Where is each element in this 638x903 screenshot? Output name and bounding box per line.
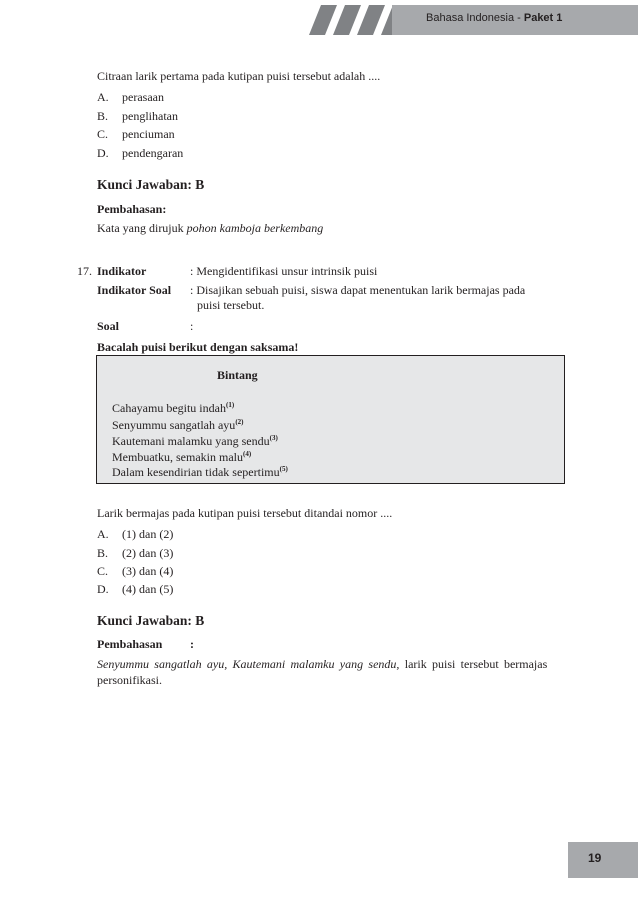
q17-discussion-label: Pembahasan xyxy=(97,637,163,651)
q16-stem: Citraan larik pertama pada kutipan puisi tersebut adalah .... xyxy=(97,69,381,83)
poem-line-3: Kautemani malamku yang sendu$^{(3)}$ xyxy=(112,434,278,448)
q16-answer-key: Kunci Jawaban: B xyxy=(97,177,205,192)
q17-soal-label: Soal xyxy=(97,319,120,333)
poem-line-2: Senyummu sangatlah ayu$^{(2)}$ xyxy=(112,418,244,432)
q17-discussion-text-cont: personifikasi. xyxy=(97,673,162,687)
q17-instruction: Bacalah puisi berikut dengan saksama! xyxy=(97,340,299,354)
poem-line-4: Membuatku, semakin malu$^{(4)}$ xyxy=(112,450,252,464)
q17-indikator-soal-label: Indikator Soal xyxy=(97,283,172,297)
q17-indikator-text: : Mengidentifikasi unsur intrinsik puisi xyxy=(190,264,378,278)
q17-indikator-label: Indikator xyxy=(97,264,147,278)
q17-number: 17. xyxy=(77,264,92,278)
poem-title: Bintang xyxy=(217,368,258,382)
q16-discussion-text: Kata yang dirujuk pohon kamboja berkembang xyxy=(97,221,324,235)
q17-answer-key: Kunci Jawaban: B xyxy=(97,613,205,628)
poem-line-5: Dalam kesendirian tidak sepertimu$^{(5)}$ xyxy=(112,465,288,479)
q17-indikator-soal-text: : Disajikan sebuah puisi, siswa dapat menentukan larik bermajas pada xyxy=(190,283,526,297)
q17-soal-colon: : xyxy=(190,319,194,333)
header-title: Bahasa Indonesia - Paket 1 xyxy=(426,12,563,24)
q16-discussion-label: Pembahasan: xyxy=(97,202,167,216)
q17-discussion-text: Senyummu sangatlah ayu, Kautemani malamku yang sendu, larik puisi tersebut bermajas xyxy=(97,657,548,671)
q17-indikator-soal-text-cont: puisi tersebut. xyxy=(197,298,265,312)
poem-line-1: Cahayamu begitu indah$^{(1)}$ xyxy=(112,401,235,415)
page-number-box xyxy=(568,842,638,878)
page-number: 19 xyxy=(588,851,602,865)
q17-discussion-colon: : xyxy=(190,637,194,651)
q17-stem: Larik bermajas pada kutipan puisi tersebut ditandai nomor .... xyxy=(97,506,393,520)
